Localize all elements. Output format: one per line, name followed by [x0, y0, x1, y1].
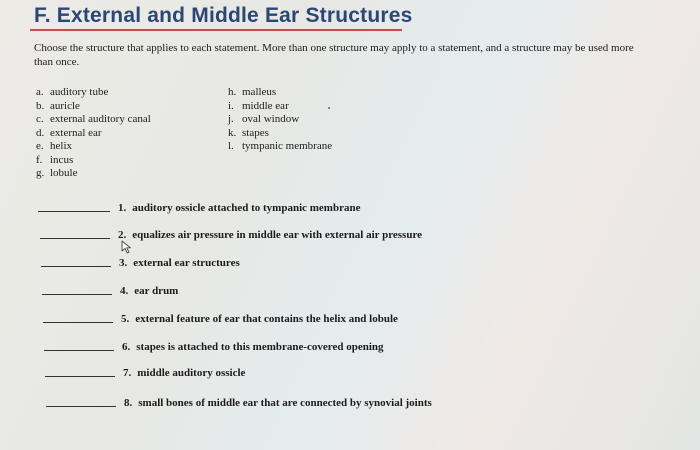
question-number: 2.	[118, 229, 127, 241]
option-text: external auditory canal	[50, 113, 151, 125]
page-title: F. External and Middle Ear Structures	[34, 4, 413, 27]
question-text: external feature of ear that contains the helix and lobule	[135, 313, 398, 325]
answer-blank[interactable]	[42, 294, 112, 295]
question-number: 8.	[124, 397, 133, 409]
option-text: helix	[50, 140, 72, 152]
option-item	[228, 113, 332, 127]
option-letter: f.	[36, 153, 43, 166]
answer-blank[interactable]	[44, 350, 114, 351]
option-letter: a.	[36, 86, 44, 98]
question-text: ear drum	[134, 285, 179, 297]
option-text: oval window	[242, 113, 300, 125]
question-row	[42, 285, 178, 297]
option-text: malleus	[242, 86, 277, 98]
option-item	[228, 127, 332, 141]
question-text: external ear structures	[133, 257, 240, 269]
option-item	[36, 167, 151, 181]
question-number: 5.	[121, 313, 130, 325]
question-row	[40, 229, 422, 241]
option-item	[228, 86, 332, 100]
options-list-right	[228, 86, 332, 154]
option-item	[36, 86, 151, 100]
option-text: external ear	[50, 126, 102, 139]
option-item	[36, 100, 151, 114]
question-number: 3.	[119, 257, 128, 269]
answer-blank[interactable]	[41, 266, 111, 267]
option-letter: e.	[36, 140, 44, 152]
question-row	[43, 313, 398, 325]
option-item	[228, 140, 332, 154]
stray-dot	[328, 107, 330, 109]
option-letter: l.	[228, 140, 234, 152]
option-letter: b.	[36, 99, 45, 112]
option-text: auricle	[50, 99, 80, 112]
options-list-left	[36, 86, 151, 181]
option-letter: d.	[36, 126, 45, 139]
option-item	[36, 127, 151, 141]
option-item	[36, 140, 151, 154]
option-letter: i.	[228, 99, 234, 112]
answer-blank[interactable]	[46, 406, 116, 407]
option-item	[36, 154, 151, 168]
answer-blank[interactable]	[38, 211, 110, 212]
option-letter: k.	[228, 126, 237, 139]
question-text: stapes is attached to this membrane-covered opening	[136, 341, 384, 353]
option-text: middle ear	[242, 99, 289, 112]
option-item	[36, 113, 151, 127]
mouse-pointer-icon	[121, 240, 133, 254]
answer-blank[interactable]	[43, 322, 113, 323]
instructions-text: Choose the structure that applies to each statement. More than one structure may apply to a statement, and a structure may be used more than once.	[34, 42, 634, 68]
question-number: 7.	[123, 367, 132, 379]
question-text: middle auditory ossicle	[137, 367, 246, 379]
question-number: 4.	[120, 285, 129, 297]
question-row	[46, 397, 432, 409]
question-row	[38, 202, 360, 214]
answer-blank[interactable]	[45, 376, 115, 377]
option-text: incus	[50, 153, 74, 166]
option-text: stapes	[242, 126, 269, 139]
option-letter: h.	[228, 86, 237, 98]
title-underline	[30, 29, 402, 31]
question-row	[41, 257, 240, 269]
question-number: 1.	[118, 202, 127, 214]
question-number: 6.	[122, 341, 131, 353]
question-text: equalizes air pressure in middle ear with external air pressure	[132, 229, 423, 241]
answer-blank[interactable]	[40, 238, 110, 239]
option-letter: j.	[228, 113, 234, 125]
option-letter: c.	[36, 113, 44, 125]
option-item	[228, 100, 332, 114]
question-text: auditory ossicle attached to tympanic membrane	[132, 202, 361, 214]
question-row	[44, 341, 384, 353]
question-text: small bones of middle ear that are connected by synovial joints	[138, 397, 432, 409]
option-text: auditory tube	[50, 86, 109, 98]
option-text: tympanic membrane	[242, 140, 333, 152]
question-row	[45, 367, 245, 379]
option-text: lobule	[50, 167, 78, 179]
option-letter: g.	[36, 167, 45, 179]
